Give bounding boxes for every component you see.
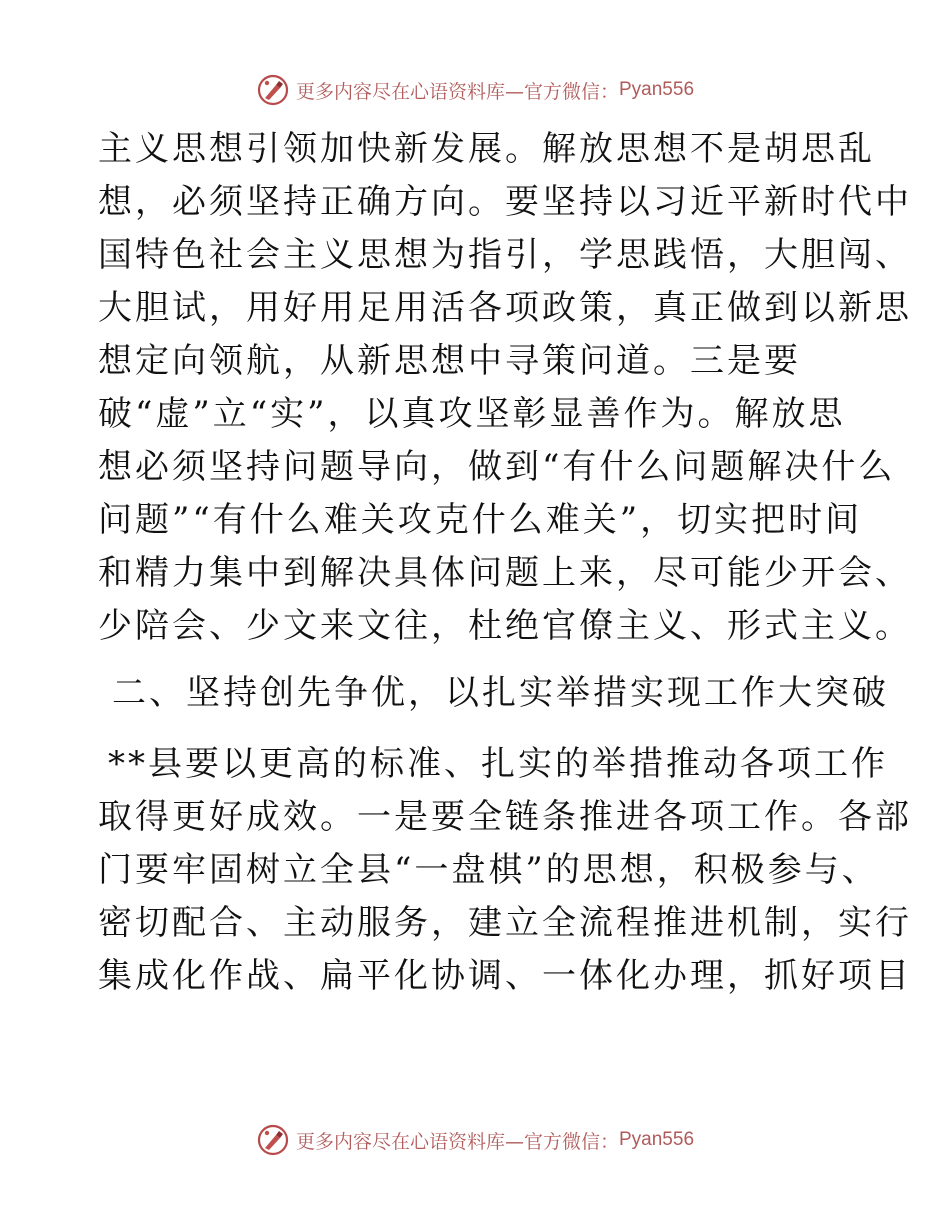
watermark-text: 更多内容尽在心语资料库—官方微信：	[295, 1130, 619, 1153]
text-line: 问题”“有什么难关攻克什么难关”，切实把时间	[98, 500, 863, 540]
pen-nib-logo-icon	[256, 1123, 290, 1157]
text-line: 想定向领航，从新思想中寻策问道。三是要	[98, 341, 801, 381]
text-line: 想，必须坚持正确方向。要坚持以习近平新时代中	[98, 182, 912, 222]
text-line: 主义思想引领加快新发展。解放思想不是胡思乱	[98, 129, 875, 169]
footer-watermark	[0, 1120, 950, 1160]
pen-nib-logo-icon	[256, 73, 290, 107]
text-line: 和精力集中到解决具体问题上来，尽可能少开会、	[98, 553, 912, 593]
wechat-id: Pyan556	[619, 79, 695, 100]
section-heading: 二、坚持创先争优，以扎实举措实现工作大突破	[112, 673, 889, 713]
text-line: 想必须坚持问题导向，做到“有什么问题解决什么	[98, 447, 896, 487]
text-line: 门要牢固树立全县“一盘棋”的思想，积极参与、	[98, 850, 879, 890]
header-watermark	[0, 70, 950, 110]
wechat-id: Pyan556	[619, 1129, 695, 1150]
text-line: 密切配合、主动服务，建立全流程推进机制，实行	[98, 903, 912, 943]
text-line: 大胆试，用好用足用活各项政策，真正做到以新思	[98, 288, 912, 328]
text-line: 取得更好成效。一是要全链条推进各项工作。各部	[98, 797, 912, 837]
text-line: **县要以更高的标准、扎实的举措推动各项工作	[108, 744, 888, 784]
text-line: 少陪会、少文来文往，杜绝官僚主义、形式主义。	[98, 606, 912, 646]
text-line: 破“虚”立“实”，以真攻坚彰显善作为。解放思	[98, 394, 846, 434]
text-line: 集成化作战、扁平化协调、一体化办理，抓好项目	[98, 956, 912, 996]
watermark-text: 更多内容尽在心语资料库—官方微信：	[295, 80, 619, 103]
text-line: 国特色社会主义思想为指引，学思践悟，大胆闯、	[98, 235, 912, 275]
document-body	[98, 123, 912, 1003]
